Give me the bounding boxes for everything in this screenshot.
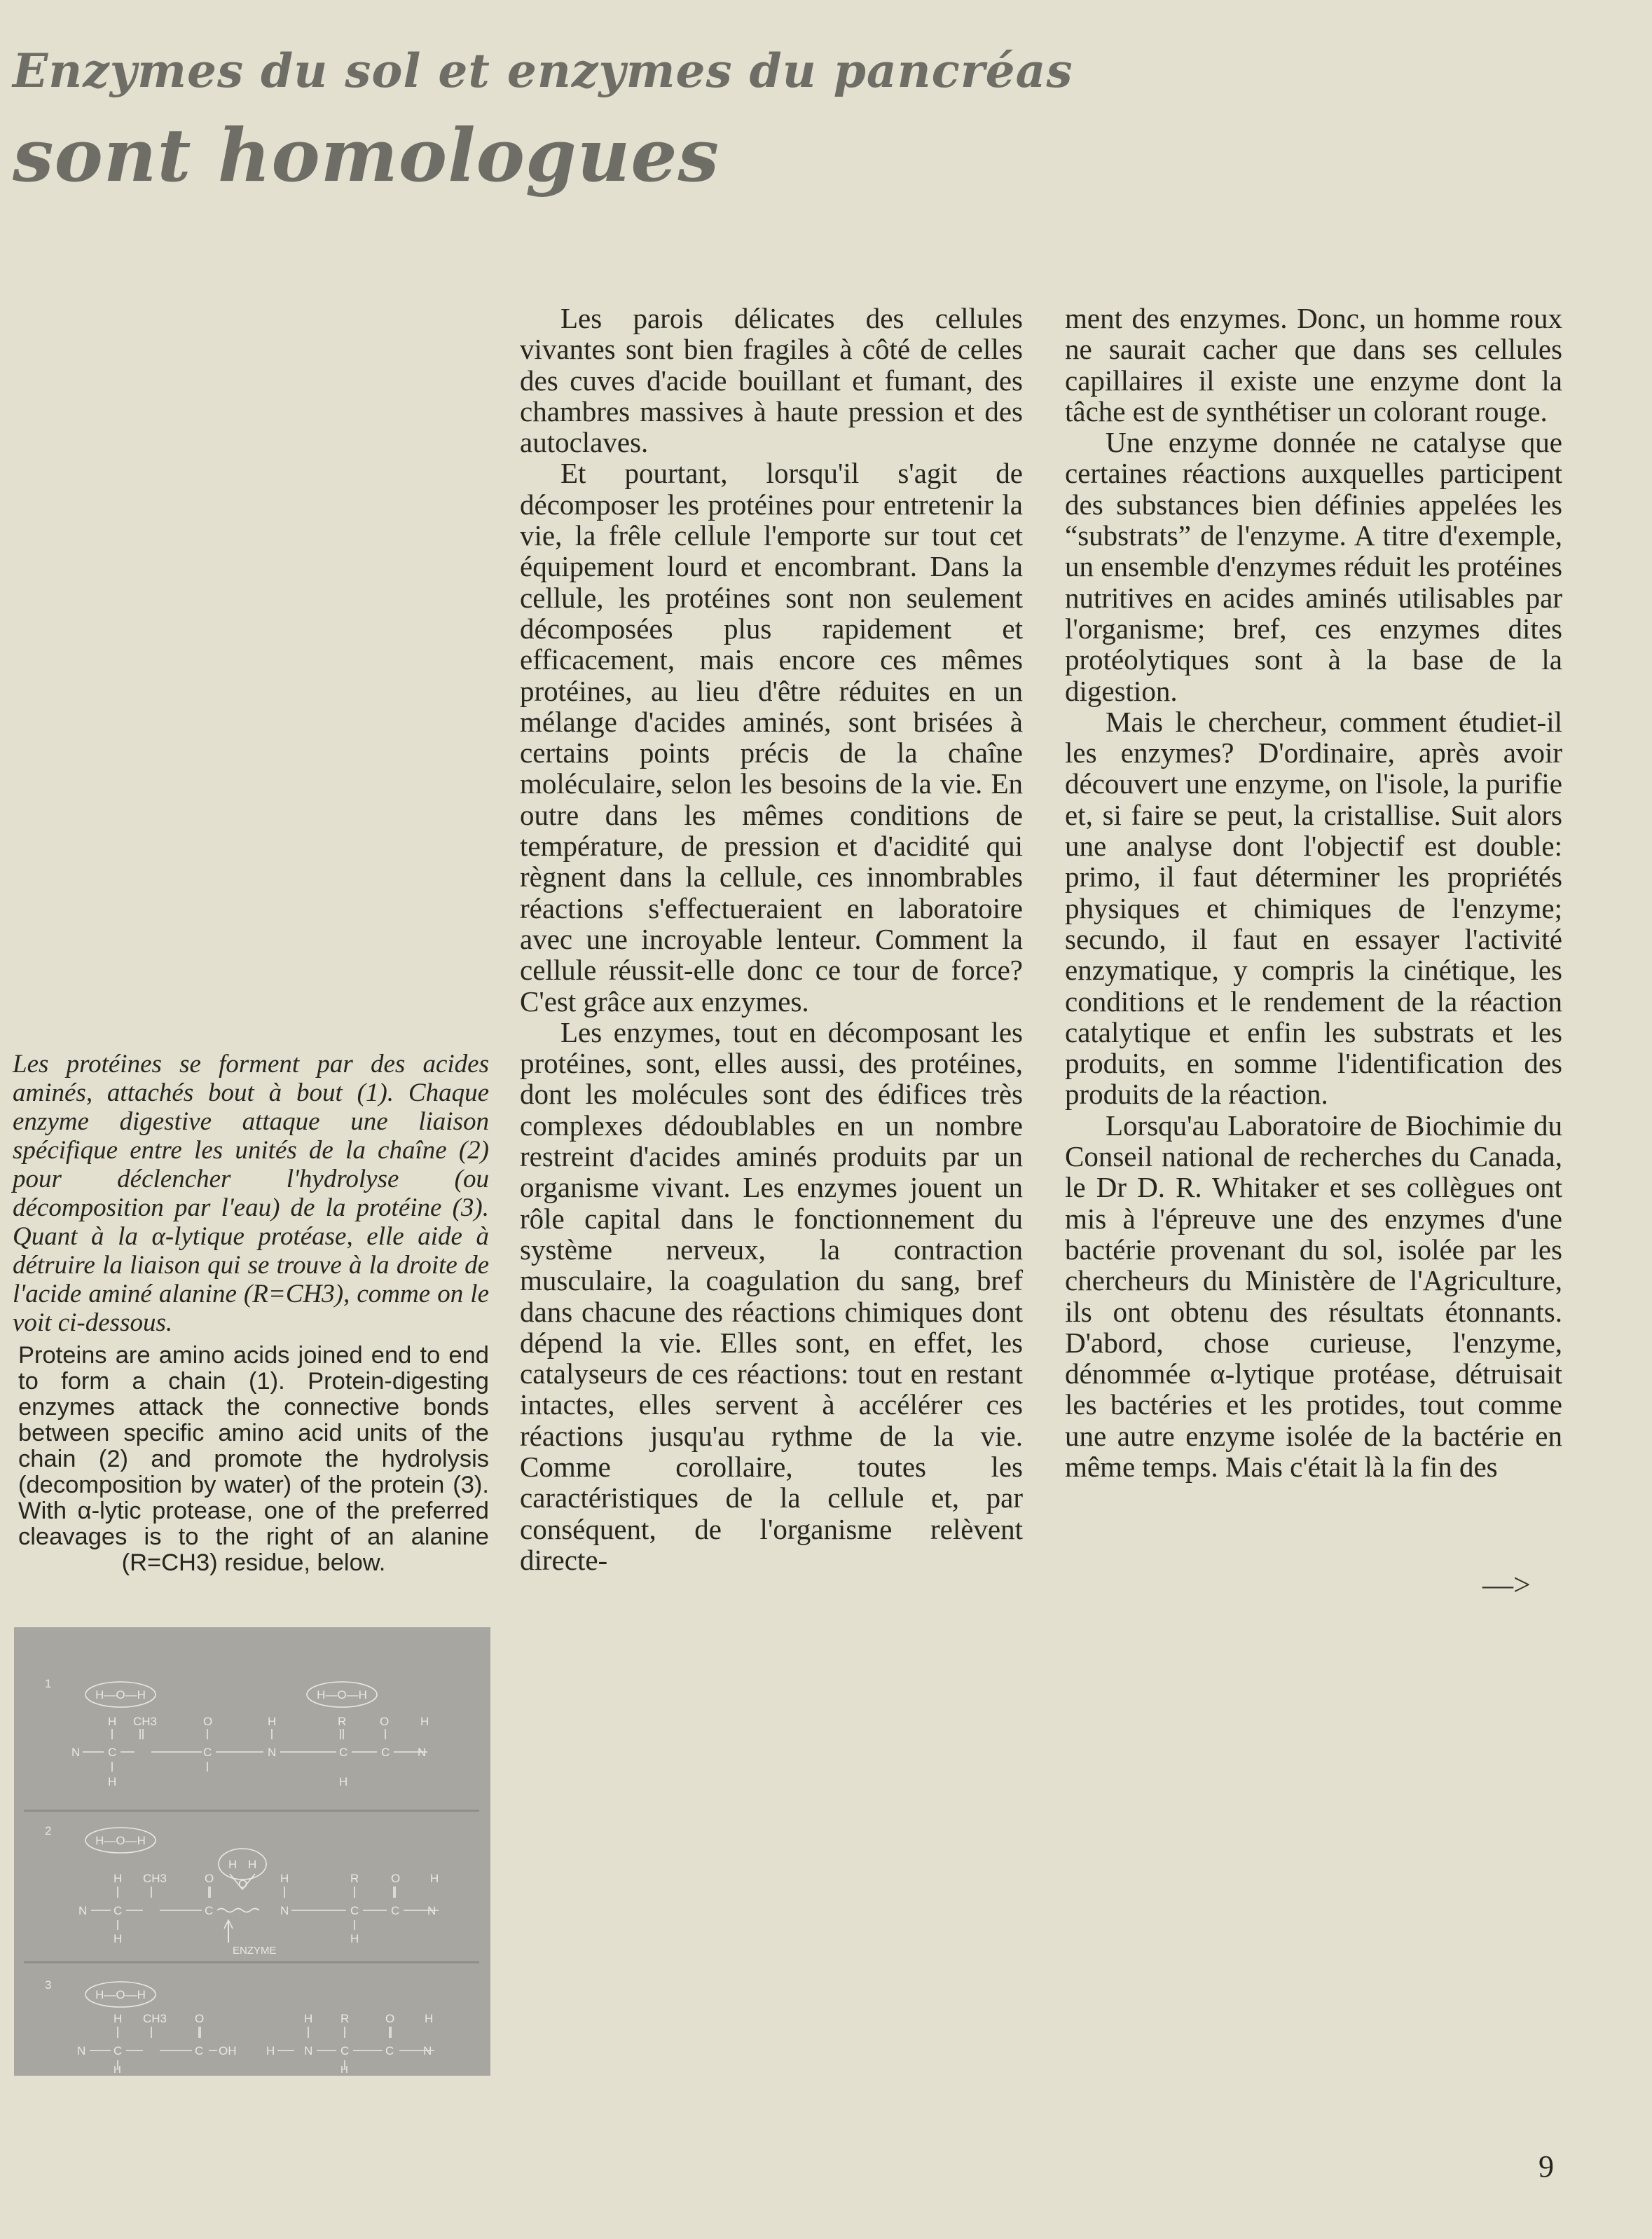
atom-c: C	[350, 1904, 359, 1917]
water-oval-attached	[219, 1849, 266, 1879]
atom-c: C	[339, 1746, 348, 1759]
atom-r: R	[350, 1872, 359, 1885]
atom-c: C	[108, 1746, 117, 1759]
atom-h: H	[113, 1872, 123, 1885]
atom-n: N	[427, 1904, 436, 1917]
atom-h: H	[108, 1775, 117, 1788]
panel-label-1: 1	[45, 1677, 52, 1690]
paragraph: Les parois délicates des cellules vivantes sont bien fragiles à côté de celles des cuves d'acide bouillant et fumant, des chambres massives à haute pression et des autoclaves.	[520, 302, 1023, 459]
atom-c: C	[381, 1746, 390, 1759]
atom-h: H	[248, 1858, 257, 1871]
caption-french: Les protéines se forment par des acides aminés, attachés bout à bout (1). Chaque enzyme digestive attaque une liaison spécifique entre les unités de la chaîne (2) pour déclencher l'hydrolyse (ou décomposition par l'eau) de la protéine (3). Quant à la α-lytique protéase, elle aide à détruire la liaison qui se trouve à la droite de l'acide aminé alanine (R=CH3), comme on le voit ci-dessous.	[13, 1050, 489, 1337]
atom-c: C	[205, 1904, 214, 1917]
atom-o: O	[203, 1715, 213, 1728]
atom-c: C	[340, 2044, 350, 2057]
continue-arrow: —>	[1482, 1568, 1531, 1602]
atom-n: N	[423, 2044, 432, 2057]
atom-r: R	[338, 1715, 347, 1728]
paragraph: Les enzymes, tout en décomposant les protéines, sont, elles aussi, des protéines, dont les molécules sont des édifices très complexes dédoublables en un nombre restreint d'acides aminés produits par un organisme vivant. Les enzymes jouent un rôle capital dans le fonctionnement du système nerveux, la contraction musculaire, la coagulation du sang, bref dans chacune des réactions chimiques dont dépend la vie. Elles sont, en effet, les catalyseurs de ces réactions: tout en restant intactes, elles servent à accélérer ces réactions jusqu'au rythme de la vie. Comme corollaire, toutes les caractéristiques de la cellule et, par conséquent, de l'organisme relèvent directe-	[520, 1015, 1023, 1576]
water-label-2: H—O—H	[95, 1834, 146, 1847]
atom-c: C	[203, 1746, 212, 1759]
peptide-hydrolysis-diagram	[14, 1627, 490, 2076]
atom-h: H	[280, 1872, 289, 1885]
atom-h: H	[228, 1858, 238, 1871]
atom-c: C	[391, 1904, 400, 1917]
atom-oh: OH	[219, 2044, 237, 2057]
paragraph: Mais le chercheur, comment étudiet-il les enzymes? D'ordinaire, après avoir découvert une enzyme, on l'isole, la purifie et, si faire se peut, la cristallise. Suit alors une analyse dont l'objectif est double: primo, il faut déterminer les propriétés physiques et chimiques de l'enzyme; secundo, il faut en essayer l'activité enzymatique, y compris la cinétique, les conditions et le rendement de la réaction catalytique et enfin les substrats et les produits, en somme l'identification des produits de la réaction.	[1065, 705, 1562, 1111]
atom-n: N	[418, 1746, 427, 1759]
paragraph: Et pourtant, lorsqu'il s'agit de décomposer les protéines pour entretenir la vie, la frêle cellule l'emporte sur tout cet équipement lourd et encombrant. Dans la cellule, les protéines sont non seulement décomposées plus rapidement et efficacement, mais encore ces mêmes protéines, au lieu d'être réduites en un mélange d'acides aminés, sont brisées à certains points précis de la chaîne moléculaire, selon les besoins de la vie. En outre dans les mêmes conditions de température, de pression et d'acidité qui règnent dans la cellule, ces innombrables réactions s'effectueraient en laboratoire avec une incroyable lenteur. Comment la cellule réussit-elle donc ce tour de force? C'est grâce aux enzymes.	[520, 457, 1023, 1018]
atom-h: H	[430, 1872, 439, 1885]
title-line-2: sont homologues	[13, 112, 720, 198]
atom-r: R	[340, 2012, 350, 2025]
paragraph: Lorsqu'au Laboratoire de Biochimie du Conseil national de recherches du Canada, le Dr D. R. Whitaker et ses collègues ont mis à l'épreuve une des enzymes d'une bactérie provenant du sol, isolée par les chercheurs du Ministère de l'Agriculture, ils ont obtenu des résultats étonnants. D'abord, chose curieuse, l'enzyme, dénommée α-lytique protéase, détruisait les bactéries et les protides, tout comme une autre enzyme isolée de la bactérie en même temps. Mais c'était là la fin des	[1065, 1109, 1562, 1483]
atom-h: H	[420, 1715, 429, 1728]
atom-h: H	[340, 2064, 348, 2076]
atom-h: H	[113, 2012, 123, 2025]
enzyme-label: ENZYME	[233, 1945, 277, 1957]
water-label-3: H—O—H	[95, 1988, 146, 2001]
atom-n: N	[280, 1904, 289, 1917]
atom-h: H	[266, 2044, 275, 2057]
atom-h: H	[108, 1715, 117, 1728]
title-line-1: Enzymes du sol et enzymes du pancréas	[13, 43, 1073, 98]
atom-c: C	[113, 1904, 123, 1917]
water-label-1b: H—O—H	[317, 1688, 367, 1701]
atom-o: O	[205, 1872, 214, 1885]
atom-n: N	[77, 2044, 86, 2057]
atom-c: C	[195, 2044, 204, 2057]
atom-c: C	[113, 2044, 123, 2057]
atom-n: N	[268, 1746, 277, 1759]
atom-h: H	[339, 1775, 348, 1788]
atom-n: N	[78, 1904, 88, 1917]
atom-h: H	[350, 1932, 359, 1945]
atom-o: O	[391, 1872, 401, 1885]
atom-ch3: CH3	[143, 2012, 167, 2025]
atom-o: O	[380, 1715, 390, 1728]
text-column-right	[1065, 303, 1562, 1482]
atom-h: H	[304, 2012, 313, 2025]
atom-n: N	[71, 1746, 81, 1759]
caption-english: Proteins are amino acids joined end to end to form a chain (1). Protein-digesting enzymes attack the connective bonds between specific amino acid units of the chain (2) and promote the hydrolysis (decomposition by water) of the protein (3). With α-lytic protease, one of the preferred cleavages is to the right of an alanine (R=CH3) residue, below.	[18, 1342, 489, 1576]
atom-ch3: CH3	[133, 1715, 158, 1728]
atom-h: H	[113, 2064, 121, 2076]
atom-o: O	[195, 2012, 205, 2025]
atom-o: O	[238, 1877, 248, 1891]
atom-c: C	[385, 2044, 394, 2057]
atom-n: N	[304, 2044, 313, 2057]
panel-label-3: 3	[45, 1978, 52, 1992]
atom-h: H	[113, 1932, 123, 1945]
paragraph: Une enzyme donnée ne catalyse que certaines réactions auxquelles participent des substances bien définies appelées les “substrats” de l'enzyme. A titre d'exemple, un ensemble d'enzymes réduit les protéines nutritives en acides aminés utilisables par l'organisme; bref, ces enzymes dites protéolytiques sont à la base de la digestion.	[1065, 426, 1562, 707]
water-label-1a: H—O—H	[95, 1688, 146, 1701]
atom-h: H	[268, 1715, 277, 1728]
atom-o: O	[385, 2012, 395, 2025]
page-number: 9	[1539, 2149, 1554, 2184]
text-column-middle	[520, 303, 1023, 1575]
atom-ch3: CH3	[143, 1872, 167, 1885]
atom-h: H	[425, 2012, 434, 2025]
paragraph: ment des enzymes. Donc, un homme roux ne saurait cacher que dans ses cellules capillaires il existe une enzyme dont la tâche est de synthétiser un colorant rouge.	[1065, 302, 1562, 427]
panel-label-2: 2	[45, 1824, 52, 1837]
